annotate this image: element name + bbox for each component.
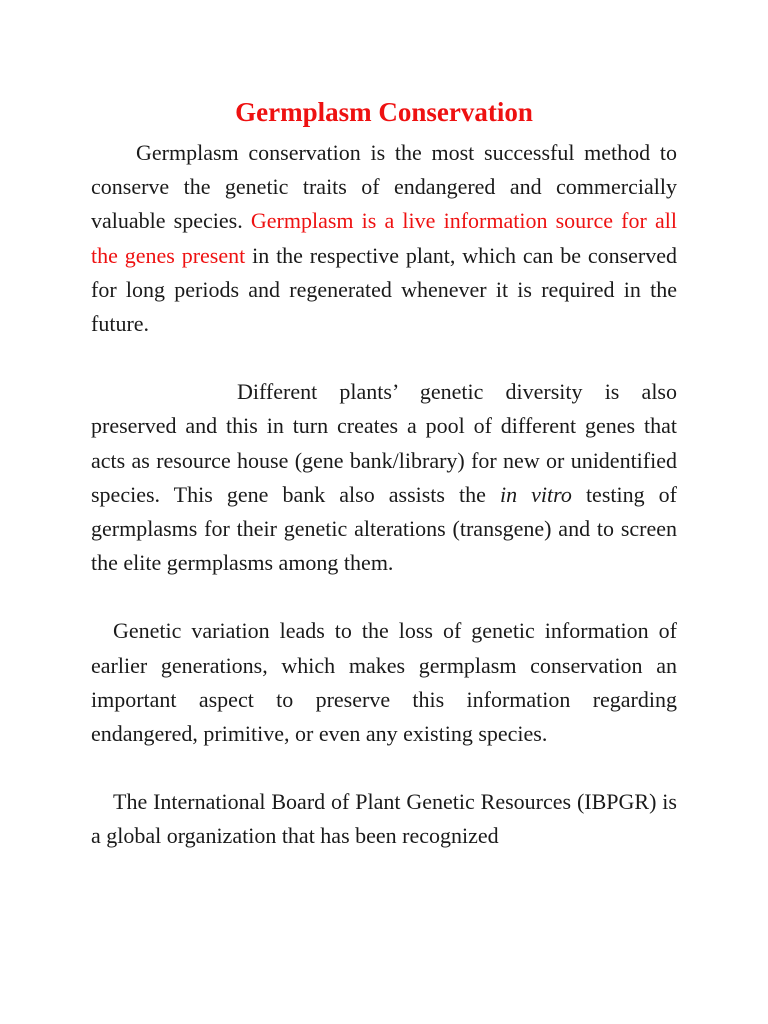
paragraph-spacer [91,580,677,614]
paragraph-spacer [91,341,677,375]
paragraph-4: The International Board of Plant Genetic Resources (IBPGR) is a global organization that has been recognized [91,789,677,849]
paragraph-1-highlight: Germplasm is a live information source for all the genes present [91,208,677,268]
paragraph-2-italic: in vitro [499,481,572,507]
paragraph-1 [91,136,677,341]
document-title: Germplasm Conservation [235,97,533,127]
paragraph-1-text-a: Germplasm conservation is the most successful method to conserve the genetic traits of endangered and commercially valuable species. [91,140,677,234]
paragraph-spacer [91,751,677,785]
paragraph-2-text-a: Different plants’ genetic diversity is also preserved and this in turn creates a pool of different genes that acts as resource house (gene bank/library) for new or unidentified species. This gene bank also assists the [91,379,677,507]
paragraph-2-text-b: testing of germplasms for their genetic alterations (transgene) and to screen the elite germplasms among them. [91,481,677,576]
document-page [91,92,677,854]
paragraph-1-text-b: in the respective plant, which can be conserved for long periods and regenerated whenever it is required in the future. [91,242,678,337]
paragraph-3: Genetic variation leads to the loss of genetic information of earlier generations, which makes germplasm conservation an important aspect to preserve this information regarding endangered, primitive, or even any existing species. [91,618,677,747]
paragraph-2 [91,375,677,580]
